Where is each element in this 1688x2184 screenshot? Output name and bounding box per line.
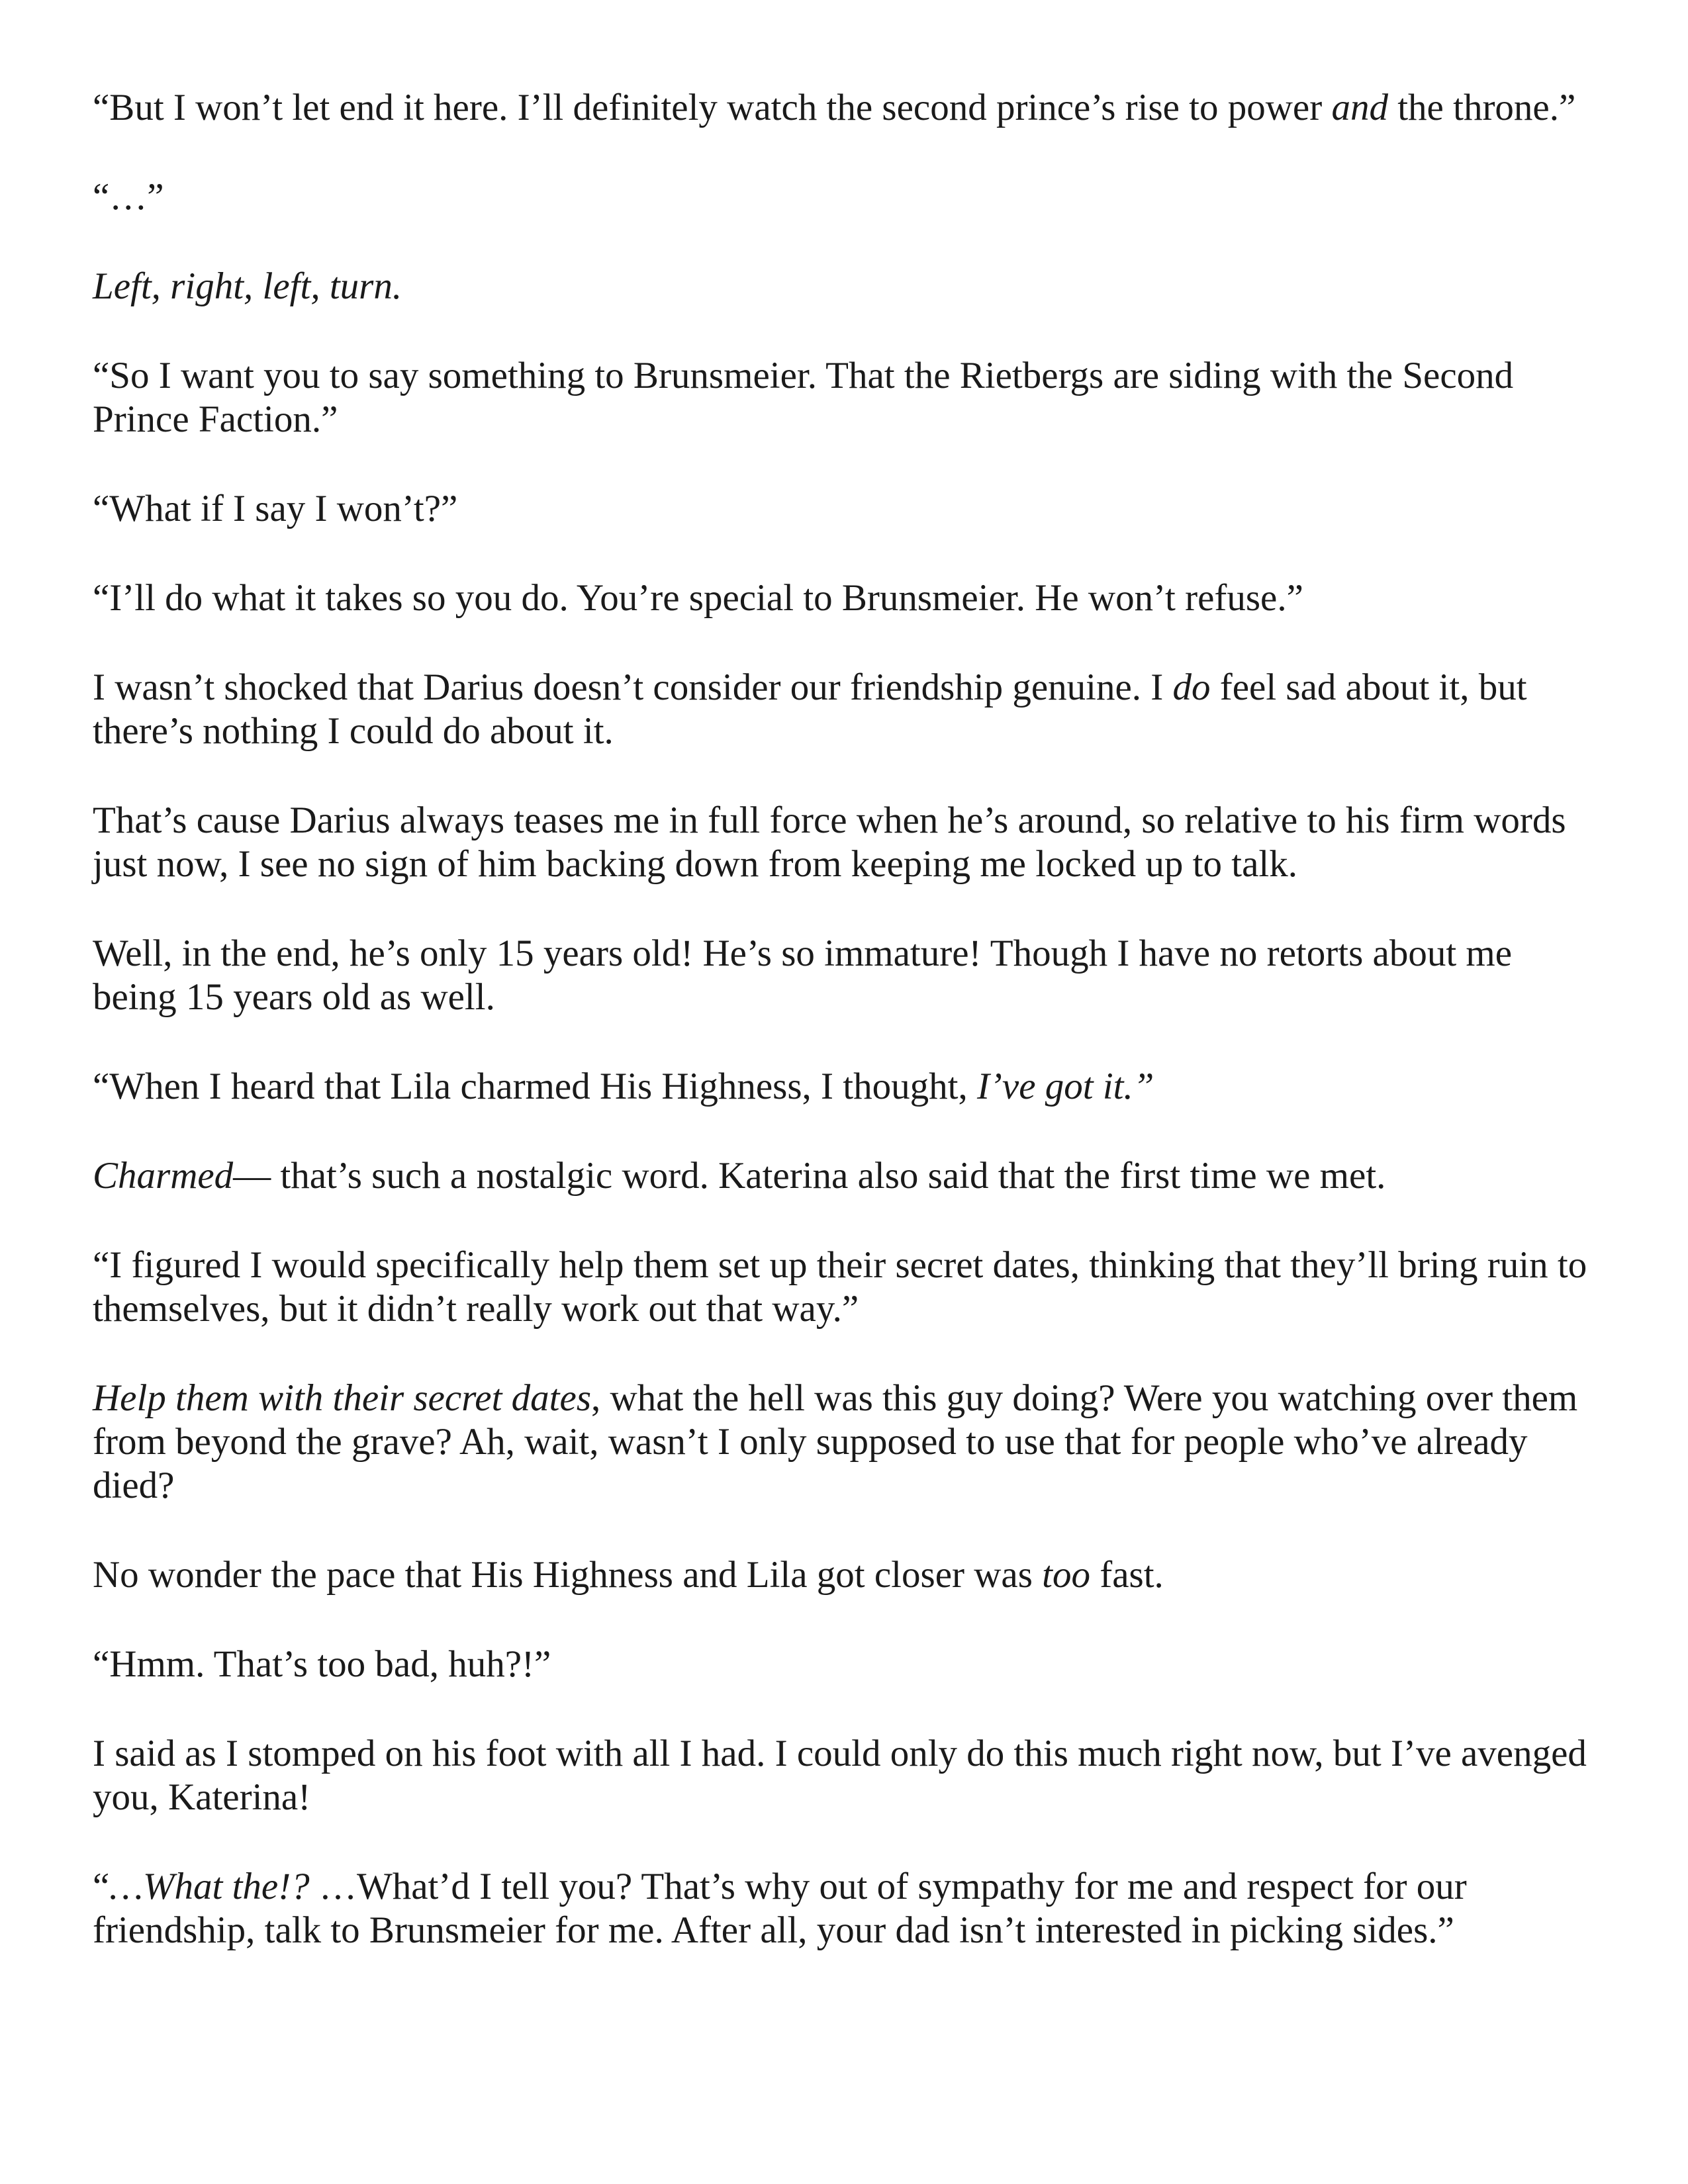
text-run: That’s cause Darius always teases me in full force when he’s around, so relative to his firm words just now, I see no sign of him backing down from keeping me locked up to talk. xyxy=(93,799,1566,885)
paragraph xyxy=(93,666,1595,753)
paragraph xyxy=(93,487,1595,531)
text-run: “But I won’t let end it here. I’ll definitely watch the second prince’s rise to power xyxy=(93,87,1332,128)
paragraph xyxy=(93,1244,1595,1331)
italic-run: do xyxy=(1172,666,1211,708)
text-run: I said as I stomped on his foot with all I had. I could only do this much right now, but I’ve avenged you, Katerina! xyxy=(93,1733,1587,1818)
text-run: …What’d I tell you? That’s why out of sympathy for me and respect for our friendship, talk to Brunsmeier for me. After all, your dad isn’t interested in picking sides.” xyxy=(93,1866,1467,1951)
text-run: No wonder the pace that His Highness and Lila got closer was xyxy=(93,1554,1043,1596)
paragraph xyxy=(93,799,1595,886)
text-run: I wasn’t shocked that Darius doesn’t consider our friendship genuine. I xyxy=(93,666,1173,708)
paragraph xyxy=(93,1865,1595,1952)
text-run: “When I heard that Lila charmed His Highness, I thought, xyxy=(93,1066,977,1107)
paragraph xyxy=(93,86,1595,130)
text-run: “I figured I would specifically help them set up their secret dates, thinking that they’ll bring ruin to themselves, but it didn’t really work out that way.” xyxy=(93,1244,1587,1330)
paragraph xyxy=(93,932,1595,1019)
text-run: feel sad about it, but there’s nothing I could do about it. xyxy=(93,666,1527,752)
paragraph xyxy=(93,1732,1595,1819)
text-run: “So I want you to say something to Brunsmeier. That the Rietbergs are siding with the Second Prince Faction.” xyxy=(93,355,1514,440)
text-run: the throne.” xyxy=(1387,87,1576,128)
paragraph xyxy=(93,1065,1595,1109)
paragraph xyxy=(93,265,1595,308)
text-run: “…” xyxy=(93,176,164,218)
paragraph xyxy=(93,1154,1595,1198)
italic-run: Charmed xyxy=(93,1155,234,1197)
text-run: — that’s such a nostalgic word. Katerina also said that the first time we met. xyxy=(233,1155,1386,1197)
paragraph xyxy=(93,1553,1595,1597)
text-run: “ xyxy=(93,1866,110,1907)
text-run: , what the hell was this guy doing? Were you watching over them from beyond the grave? Ah, wait, wasn’t I only supposed to use that for people who’ve already died? xyxy=(93,1377,1578,1506)
text-run: fast. xyxy=(1090,1554,1164,1596)
text-body xyxy=(93,86,1595,1952)
paragraph xyxy=(93,354,1595,441)
text-run: “What if I say I won’t?” xyxy=(93,488,458,529)
text-run: Well, in the end, he’s only 15 years old! He’s so immature! Though I have no retorts about me being 15 years old as well. xyxy=(93,933,1513,1018)
text-run: “I’ll do what it takes so you do. You’re special to Brunsmeier. He won’t refuse.” xyxy=(93,577,1303,619)
italic-run: I’ve got it.” xyxy=(976,1066,1154,1107)
italic-run: Left, right, left, turn. xyxy=(93,265,402,307)
paragraph xyxy=(93,175,1595,219)
text-run: “Hmm. That’s too bad, huh?!” xyxy=(93,1643,551,1685)
paragraph xyxy=(93,576,1595,620)
italic-run: too xyxy=(1042,1554,1090,1596)
paragraph xyxy=(93,1377,1595,1508)
paragraph xyxy=(93,1643,1595,1686)
italic-run: …What the!? xyxy=(109,1866,310,1907)
italic-run: Help them with their secret dates xyxy=(93,1377,591,1419)
italic-run: and xyxy=(1331,87,1388,128)
